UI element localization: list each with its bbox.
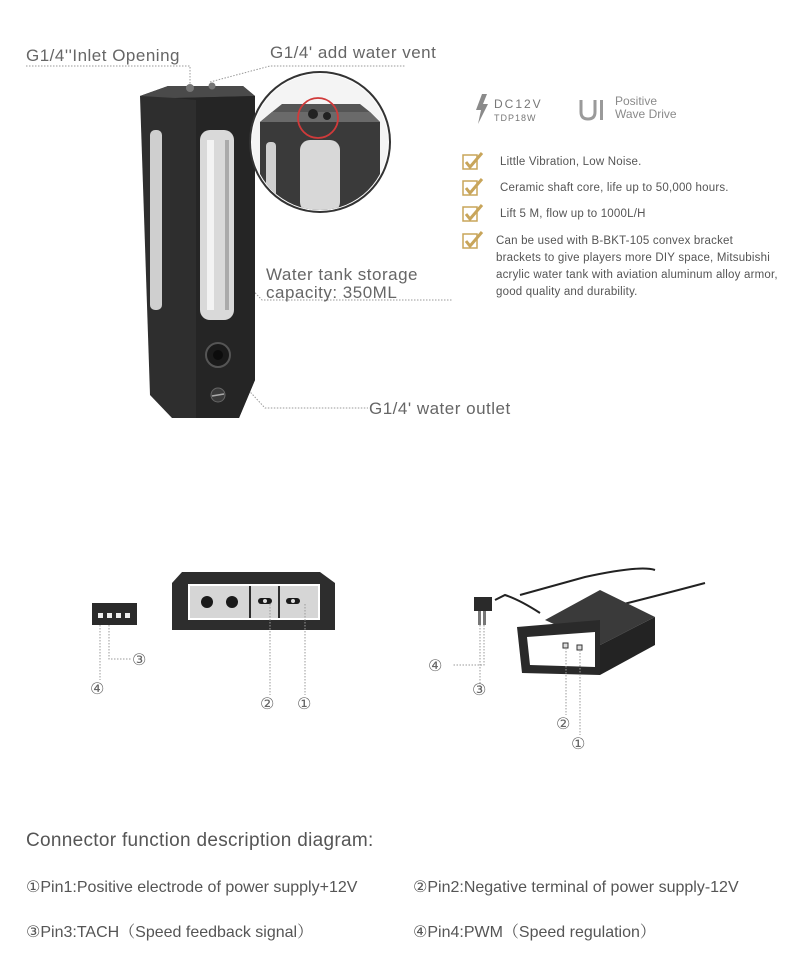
inlet-callout: G1/4''Inlet Opening <box>26 46 180 65</box>
feature-item <box>462 204 484 227</box>
pin1-description: ①Pin1:Positive electrode of power supply+12V <box>26 879 358 896</box>
capacity-callout-line2: capacity: 350ML <box>266 283 398 302</box>
pin4-marker-cable: ④ <box>428 658 443 675</box>
lightning-icon <box>474 94 492 124</box>
outlet-callout: G1/4' water outlet <box>369 399 511 418</box>
feature-item <box>462 231 484 254</box>
check-icon <box>462 178 484 196</box>
feature-text: Lift 5 M, flow up to 1000L/H <box>500 208 646 220</box>
check-icon <box>462 152 484 170</box>
check-icon <box>462 204 484 222</box>
pin2-marker-cable: ② <box>556 716 571 733</box>
capacity-callout-line1: Water tank storage <box>266 265 418 284</box>
pin1-marker-cable: ① <box>571 736 586 753</box>
tdp-spec: TDP18W <box>494 113 537 123</box>
check-icon <box>462 231 484 249</box>
drive-label-line1: Positive <box>615 94 658 108</box>
inlet-leader-line <box>26 66 190 84</box>
feature-item <box>462 152 484 175</box>
pin3-marker-cable: ③ <box>472 682 487 699</box>
feature-text: Can be used with B-BKT-105 convex bracket brackets to give players more DIY space, Mitsubishi acrylic water tank with aviation aluminum alloy armor, good quality and durability. <box>496 235 778 298</box>
four-pin-header <box>92 603 137 680</box>
pin3-marker-header: ③ <box>132 652 147 669</box>
pin4-description: ④Pin4:PWM（Speed regulation） <box>413 924 656 941</box>
vent-callout: G1/4' add water vent <box>270 43 437 62</box>
wave-drive-icon <box>578 96 608 122</box>
feature-item <box>462 178 484 201</box>
vent-zoom-inset <box>250 72 390 212</box>
pin3-description: ③Pin3:TACH（Speed feedback signal） <box>26 924 314 941</box>
pin2-marker-molex: ② <box>260 696 275 713</box>
pump-body <box>140 83 255 419</box>
pump-illustration <box>0 0 791 460</box>
drive-label-line2: Wave Drive <box>615 107 677 121</box>
molex-front-view <box>172 572 335 695</box>
feature-text: Little Vibration, Low Noise. <box>500 156 642 168</box>
feature-text: Ceramic shaft core, life up to 50,000 hours. <box>500 182 729 194</box>
voltage-spec: DC12V <box>494 97 543 111</box>
pin2-description: ②Pin2:Negative terminal of power supply-12V <box>413 879 739 896</box>
molex-perspective-view <box>452 569 705 735</box>
description-title: Connector function description diagram: <box>26 830 374 851</box>
connector-diagrams <box>0 555 791 765</box>
pin1-marker-molex: ① <box>297 696 312 713</box>
pin4-marker-header: ④ <box>90 681 105 698</box>
